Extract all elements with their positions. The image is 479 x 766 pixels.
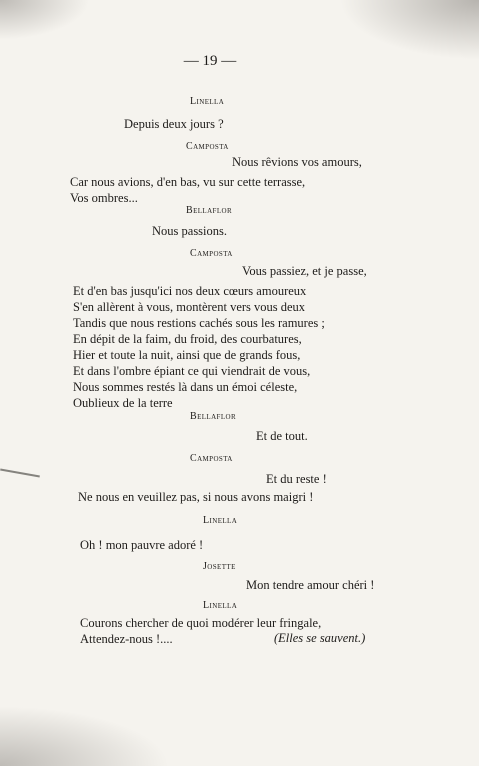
speaker-name: Camposta — [186, 141, 229, 152]
verse-line: Car nous avions, d'en bas, vu sur cette terrasse, — [70, 175, 306, 189]
verse-line: Nous rêvions vos amours, — [232, 155, 362, 169]
verse-line: Mon tendre amour chéri ! — [246, 578, 375, 592]
speaker-name: Linella — [203, 515, 238, 526]
verse-line: Nous sommes restés là dans un émoi céleste, — [73, 380, 298, 394]
verse-line: Tandis que nous restions cachés sous les ramures ; — [73, 316, 325, 330]
verse-line: Nous passions. — [152, 224, 228, 238]
speaker-name: Linella — [190, 96, 225, 107]
verse-line: Oublieux de la terre — [73, 396, 173, 410]
speaker-name: Linella — [203, 600, 238, 611]
page-mark — [0, 469, 40, 478]
page-stain — [0, 0, 90, 40]
speaker-name: Bellaflor — [190, 411, 237, 422]
speaker-name: Bellaflor — [186, 205, 233, 216]
verse-line: En dépit de la faim, du froid, des courbatures, — [73, 332, 302, 346]
speaker-name: Camposta — [190, 248, 233, 259]
verse-line: Courons chercher de quoi modérer leur fringale, — [80, 616, 322, 630]
speaker-name: Josette — [203, 561, 236, 572]
verse-line: Et du reste ! — [266, 472, 327, 486]
verse-line: S'en allèrent à vous, montèrent vers vous deux — [73, 300, 306, 314]
verse-line: Hier et toute la nuit, ainsi que de grands fous, — [73, 348, 301, 362]
verse-line: Et d'en bas jusqu'ici nos deux cœurs amoureux — [73, 284, 307, 298]
page-stain — [339, 0, 479, 60]
verse-line: Ne nous en veuillez pas, si nous avons maigri ! — [78, 490, 314, 504]
page-stain — [0, 706, 170, 766]
speaker-name: Camposta — [190, 453, 233, 464]
verse-line: Et de tout. — [256, 429, 308, 443]
verse-line: Vos ombres... — [70, 191, 138, 205]
verse-line: Vous passiez, et je passe, — [242, 264, 367, 278]
verse-line: Depuis deux jours ? — [124, 117, 224, 131]
verse-line: Oh ! mon pauvre adoré ! — [80, 538, 204, 552]
page-number: — 19 — — [183, 53, 237, 69]
verse-line: Et dans l'ombre épiant ce qui viendrait de vous, — [73, 364, 311, 378]
verse-line: Attendez-nous !.... — [80, 632, 173, 646]
stage-direction: (Elles se sauvent.) — [274, 631, 366, 645]
